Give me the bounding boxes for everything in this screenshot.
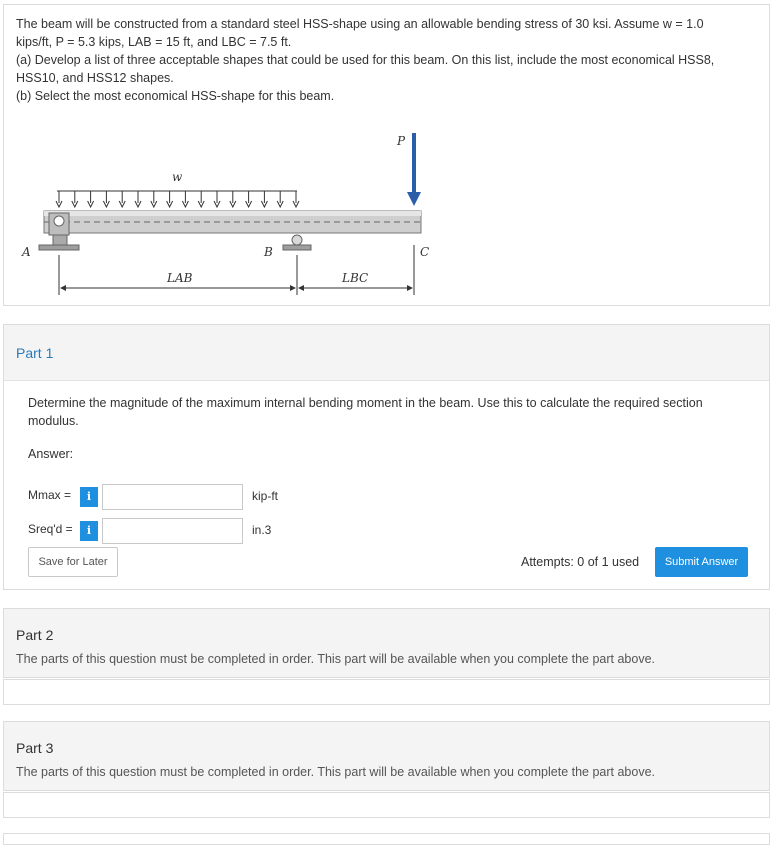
part1-title: Part 1 — [16, 345, 54, 361]
sreq-input[interactable] — [102, 518, 243, 544]
part2-footer — [3, 679, 770, 705]
problem-card — [3, 4, 770, 306]
part3-card — [3, 721, 770, 791]
problem-line-5: (b) Select the most economical HSS-shape for this beam. — [16, 89, 335, 103]
problem-line-4: HSS10, and HSS12 shapes. — [16, 71, 174, 85]
point-load-arrow — [407, 133, 421, 206]
label-lbc: LBC — [342, 271, 369, 285]
part2-locked-message: The parts of this question must be completed in order. This part will be available when you complete the part above. — [16, 652, 656, 666]
problem-line-1: The beam will be constructed from a standard steel HSS-shape using an allowable bending stress of 30 ksi. Assume w = 1.0 — [16, 17, 704, 31]
part3-footer — [3, 792, 770, 818]
part2-card — [3, 608, 770, 678]
part1-card — [3, 324, 770, 590]
label-a: A — [22, 245, 31, 259]
attempts-counter: Attempts: 0 of 1 used — [521, 555, 640, 569]
mmax-unit: kip-ft — [252, 489, 279, 503]
label-p: P — [397, 134, 406, 148]
sreq-info-icon[interactable]: i — [80, 521, 98, 541]
mmax-label: Mmax = — [28, 488, 72, 502]
mmax-input[interactable] — [102, 484, 243, 510]
label-c: C — [420, 245, 430, 259]
answer-label: Answer: — [28, 447, 74, 461]
problem-line-3: (a) Develop a list of three acceptable shapes that could be used for this beam. On this list, include the most economical HSS8, — [16, 53, 715, 67]
part3-locked-message: The parts of this question must be completed in order. This part will be available when you complete the part above. — [16, 765, 656, 779]
label-w: w — [172, 170, 183, 184]
distributed-load-arrows — [56, 191, 299, 207]
part1-body — [4, 380, 769, 589]
roller-support-b — [283, 235, 311, 250]
sreq-label: Sreq'd = — [28, 522, 73, 536]
label-lab: LAB — [167, 271, 193, 285]
mmax-info-icon[interactable]: i — [80, 487, 98, 507]
label-b: B — [264, 245, 273, 259]
next-part-card — [3, 833, 770, 845]
save-for-later-button[interactable]: Save for Later — [28, 547, 118, 577]
beam-diagram — [4, 5, 771, 305]
part1-prompt: Determine the magnitude of the maximum internal bending moment in the beam. Use this to calculate the required section modulus. — [28, 396, 703, 428]
submit-answer-button[interactable]: Submit Answer — [655, 547, 748, 577]
problem-line-2: kips/ft, P = 5.3 kips, LAB = 15 ft, and LBC = 7.5 ft. — [16, 35, 292, 49]
part2-title: Part 2 — [16, 627, 54, 643]
part3-title: Part 3 — [16, 740, 54, 756]
sreq-unit: in.3 — [252, 523, 272, 537]
dimension-lines — [59, 245, 414, 295]
